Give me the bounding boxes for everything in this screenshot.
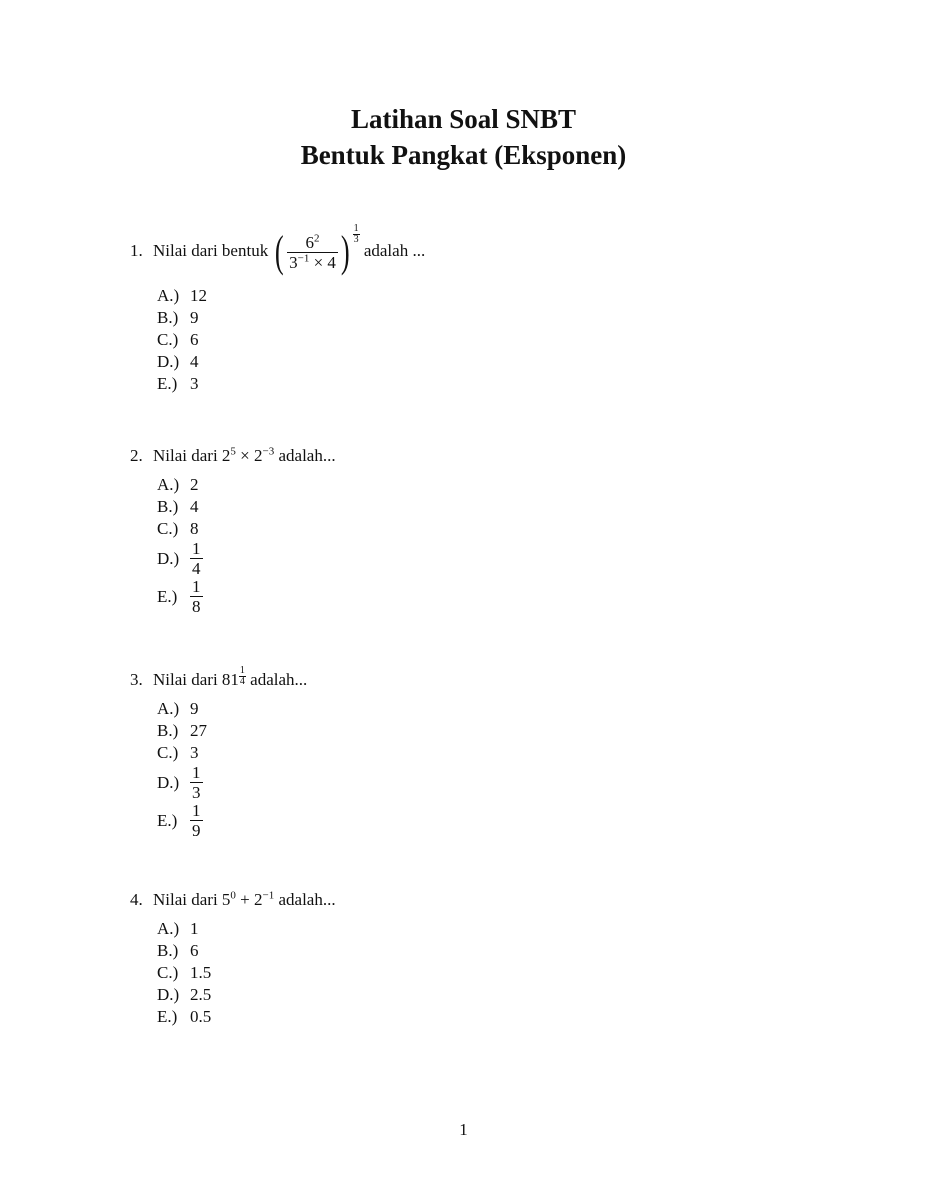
option-1e bbox=[157, 373, 199, 395]
option-label: B.) bbox=[157, 308, 179, 327]
option-label: C.) bbox=[157, 743, 179, 762]
option-label: C.) bbox=[157, 963, 179, 982]
operator: × bbox=[240, 446, 250, 465]
option-2b bbox=[157, 496, 199, 518]
base: 2 bbox=[221, 446, 231, 465]
exponent-numerator: 1 bbox=[239, 665, 245, 676]
option-2c bbox=[157, 518, 199, 540]
option-value: 2.5 bbox=[190, 985, 212, 1004]
option-value: 4 bbox=[190, 497, 199, 516]
option-4b bbox=[157, 940, 199, 962]
option-fraction bbox=[190, 578, 203, 615]
option-4d bbox=[157, 984, 211, 1006]
exponent: 2 bbox=[314, 231, 320, 244]
exponent: −1 bbox=[262, 889, 275, 902]
question-text: Nilai dari bentuk bbox=[153, 240, 269, 260]
title-line-1: Latihan Soal SNBT bbox=[350, 104, 577, 134]
exponent-fraction bbox=[239, 666, 246, 687]
option-label: E.) bbox=[157, 810, 178, 830]
option-label: D.) bbox=[157, 772, 180, 792]
option-1d bbox=[157, 351, 199, 373]
option-label: A.) bbox=[157, 286, 180, 305]
option-value: 1.5 bbox=[190, 963, 212, 982]
exponent: −1 bbox=[297, 251, 310, 264]
fraction-numerator bbox=[287, 231, 338, 253]
exponent-denominator: 3 bbox=[353, 234, 359, 245]
operator: + bbox=[240, 890, 250, 909]
title-line-2: Bentuk Pangkat (Eksponen) bbox=[300, 140, 627, 170]
exponent-numerator: 1 bbox=[353, 223, 359, 234]
fraction bbox=[287, 231, 338, 272]
option-label: B.) bbox=[157, 721, 179, 740]
fraction-numerator: 1 bbox=[192, 763, 201, 782]
option-value: 6 bbox=[190, 941, 199, 960]
exponent: 0 bbox=[230, 889, 236, 902]
option-label: D.) bbox=[157, 548, 180, 568]
fraction-denominator: 8 bbox=[192, 597, 201, 616]
exponent: −3 bbox=[262, 445, 275, 458]
option-2e bbox=[157, 578, 203, 615]
base: 5 bbox=[221, 890, 231, 909]
question-3 bbox=[130, 665, 308, 691]
fraction-numerator: 1 bbox=[192, 539, 201, 558]
option-label: E.) bbox=[157, 374, 178, 393]
option-3c bbox=[157, 742, 199, 764]
option-value: 1 bbox=[190, 919, 199, 938]
question-text: Nilai dari bbox=[153, 670, 218, 689]
question-2 bbox=[130, 445, 336, 467]
base: 2 bbox=[254, 890, 263, 909]
option-value: 3 bbox=[190, 743, 199, 762]
exponent: 5 bbox=[230, 445, 236, 458]
option-label: C.) bbox=[157, 330, 179, 349]
left-paren: ( bbox=[275, 227, 285, 276]
option-value: 3 bbox=[190, 374, 199, 393]
outer-exponent bbox=[353, 224, 360, 245]
fraction-denominator bbox=[287, 253, 338, 271]
option-fraction bbox=[190, 764, 203, 801]
question-text-after: adalah... bbox=[278, 890, 336, 909]
option-3a bbox=[157, 698, 199, 720]
question-text-after: adalah ... bbox=[363, 240, 426, 260]
question-4 bbox=[130, 889, 336, 911]
option-1b bbox=[157, 307, 199, 329]
option-label: E.) bbox=[157, 586, 178, 606]
option-value: 9 bbox=[190, 699, 199, 718]
exponent-denominator: 4 bbox=[239, 676, 245, 687]
right-paren: ) bbox=[340, 227, 350, 276]
option-3d bbox=[157, 764, 203, 801]
denominator-rest: × 4 bbox=[313, 252, 336, 272]
option-value: 12 bbox=[190, 286, 207, 305]
fraction-denominator: 3 bbox=[192, 783, 201, 802]
option-label: B.) bbox=[157, 941, 179, 960]
fraction-denominator: 4 bbox=[192, 559, 201, 578]
option-value: 2 bbox=[190, 475, 199, 494]
question-text-after: adalah... bbox=[250, 670, 308, 689]
question-number: 3. bbox=[130, 670, 143, 689]
option-2a bbox=[157, 474, 199, 496]
option-3b bbox=[157, 720, 207, 742]
question-text-after: adalah... bbox=[278, 446, 336, 465]
base: 81 bbox=[221, 670, 239, 689]
question-text: Nilai dari bbox=[153, 890, 218, 909]
option-value: 8 bbox=[190, 519, 199, 538]
fraction-numerator: 1 bbox=[192, 577, 201, 596]
option-label: D.) bbox=[157, 985, 180, 1004]
option-4c bbox=[157, 962, 211, 984]
option-label: A.) bbox=[157, 699, 180, 718]
option-2d bbox=[157, 540, 203, 577]
option-label: A.) bbox=[157, 919, 180, 938]
page-number: 1 bbox=[459, 1120, 468, 1139]
option-label: A.) bbox=[157, 475, 180, 494]
question-number: 2. bbox=[130, 446, 143, 465]
question-text: Nilai dari bbox=[153, 446, 218, 465]
question-1 bbox=[130, 223, 426, 276]
option-fraction bbox=[190, 540, 203, 577]
option-value: 0.5 bbox=[190, 1007, 212, 1026]
option-label: C.) bbox=[157, 519, 179, 538]
option-3e bbox=[157, 802, 203, 839]
option-value: 27 bbox=[190, 721, 207, 740]
option-4e bbox=[157, 1006, 211, 1028]
fraction-denominator: 9 bbox=[192, 821, 201, 840]
base: 3 bbox=[289, 252, 298, 272]
option-value: 4 bbox=[190, 352, 199, 371]
option-value: 6 bbox=[190, 330, 199, 349]
base: 2 bbox=[254, 446, 263, 465]
fraction-numerator: 1 bbox=[192, 801, 201, 820]
option-4a bbox=[157, 918, 199, 940]
option-label: E.) bbox=[157, 1007, 178, 1026]
base: 6 bbox=[305, 232, 315, 252]
option-label: B.) bbox=[157, 497, 179, 516]
option-1a bbox=[157, 285, 207, 307]
option-fraction bbox=[190, 802, 203, 839]
option-value: 9 bbox=[190, 308, 199, 327]
question-number: 1. bbox=[130, 240, 143, 260]
question-number: 4. bbox=[130, 890, 143, 909]
option-1c bbox=[157, 329, 199, 351]
option-label: D.) bbox=[157, 352, 180, 371]
